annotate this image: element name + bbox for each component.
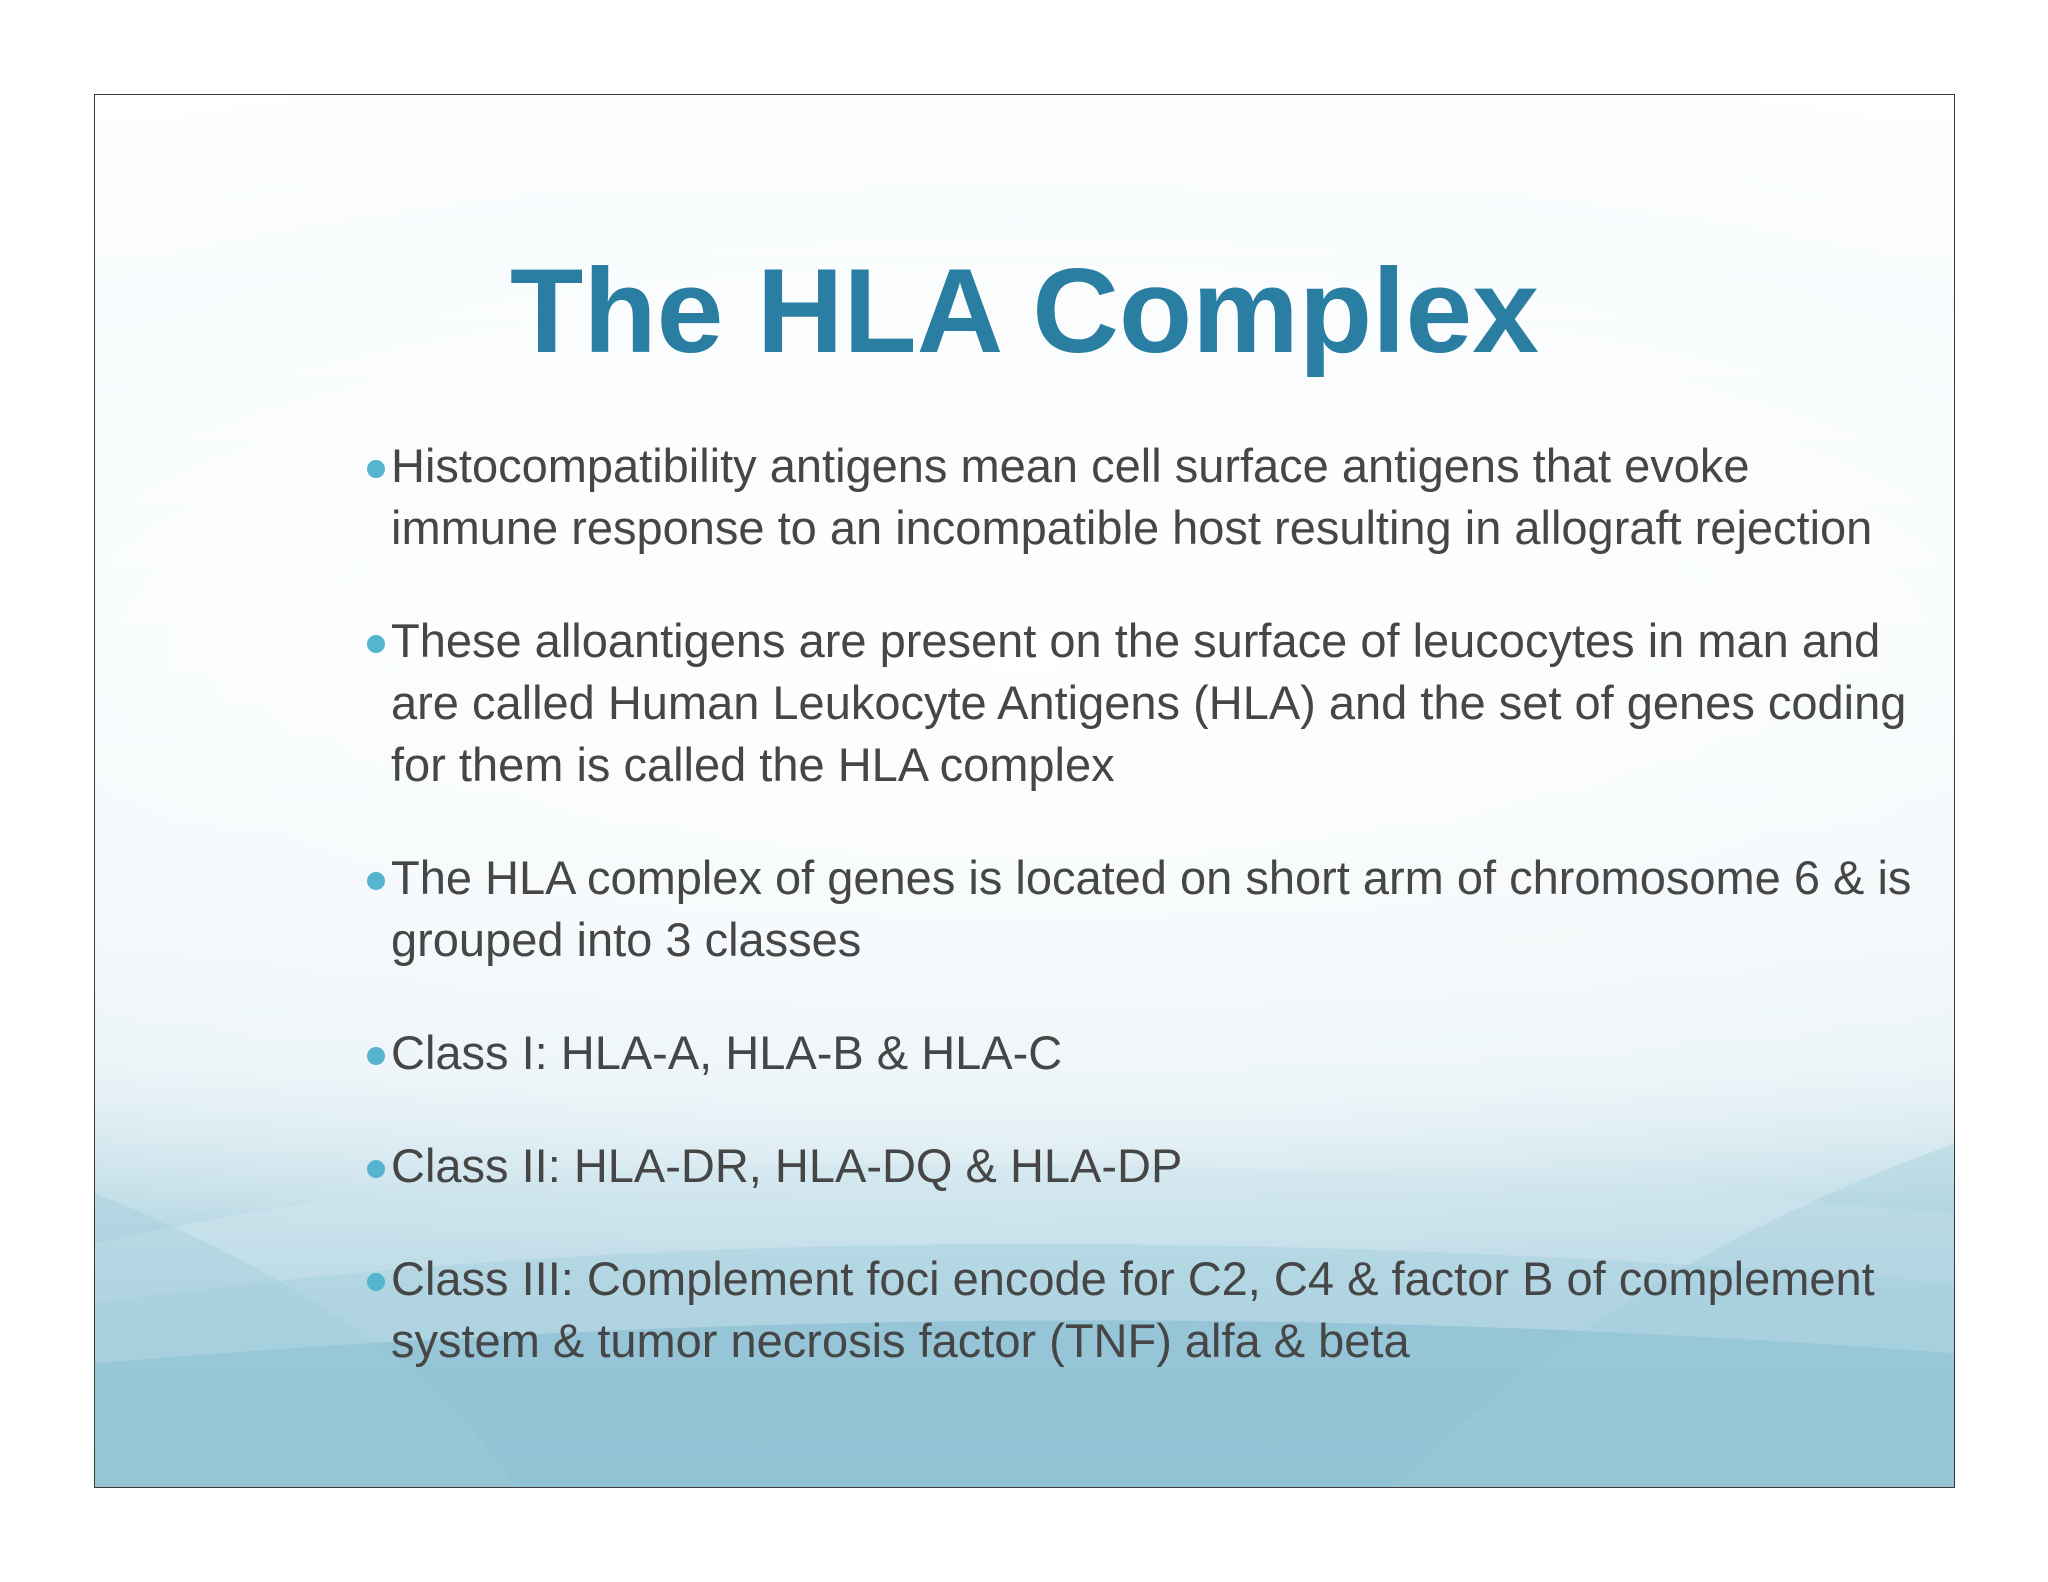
bullet-item xyxy=(235,435,1915,559)
bullet-dot-icon xyxy=(367,1273,385,1291)
bullet-item xyxy=(235,1135,1915,1197)
bullet-item xyxy=(235,1248,1915,1372)
bullet-text: Class III: Complement foci encode for C2, C4 & factor B of complement system & tumor necrosis factor (TNF) alfa & beta xyxy=(391,1252,1875,1367)
slide-title: The HLA Complex xyxy=(510,244,1539,378)
bullet-dot-icon xyxy=(367,1160,385,1178)
bullet-dot-icon xyxy=(367,460,385,478)
bullet-text: These alloantigens are present on the surface of leucocytes in man and are called Human Leukocyte Antigens (HLA) and the set of genes coding for them is called the HLA complex xyxy=(391,614,1907,791)
bullet-text: Class I: HLA-A, HLA-B & HLA-C xyxy=(391,1026,1063,1079)
bullet-item xyxy=(235,610,1915,796)
bullet-text: Class II: HLA-DR, HLA-DQ & HLA-DP xyxy=(391,1139,1183,1192)
bullet-list xyxy=(235,435,1915,1423)
bullet-item xyxy=(235,847,1915,971)
bullet-dot-icon xyxy=(367,635,385,653)
bullet-item xyxy=(235,1022,1915,1084)
bullet-text: The HLA complex of genes is located on short arm of chromosome 6 & is grouped into 3 classes xyxy=(391,851,1912,966)
bullet-dot-icon xyxy=(367,872,385,890)
slide xyxy=(94,94,1955,1488)
bullet-text: Histocompatibility antigens mean cell surface antigens that evoke immune response to an incompatible host resulting in allograft rejection xyxy=(391,439,1873,554)
bullet-dot-icon xyxy=(367,1047,385,1065)
